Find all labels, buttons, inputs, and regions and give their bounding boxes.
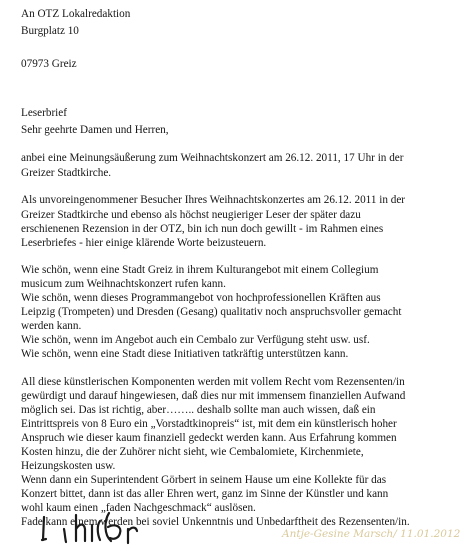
- paragraph-4-line: All diese künstlerischen Komponenten werden mit vollem Recht vom Rezensenten/in: [21, 376, 405, 388]
- paragraph-3-line: musicum zum Weihnachtskonzert rufen kann.: [21, 278, 226, 290]
- paragraph-2-line: Leserbriefes - hier einige klärende Worte beizusteuern.: [21, 237, 267, 249]
- paragraph-1-line: Greizer Stadtkirche.: [21, 167, 112, 179]
- paragraph-4-line: Heizungskosten usw.: [21, 460, 116, 472]
- paragraph-3-line: werden kann.: [21, 320, 82, 332]
- paragraph-4-line: Fade kann einem werden bei soviel Unkenntnis und Unbedarftheit des Rezensenten/in.: [21, 516, 410, 528]
- paragraph-3-line: Wie schön, wenn im Angebot auch ein Cembalo zur Verfügung steht usw. usf.: [21, 334, 370, 346]
- paragraph-1-line: anbei eine Meinungsäußerung zum Weihnachtskonzert am 26.12. 2011, 17 Uhr in der: [21, 152, 404, 164]
- paragraph-2-line: Als unvoreingenommener Besucher Ihres Weihnachtskonzertes am 26.12. 2011 in der: [21, 194, 406, 206]
- paragraph-4-line: wohl kaum einen „faden Nachgeschmack“ auslösen.: [21, 502, 256, 514]
- paragraph-2-line: Greizer Stadtkirche und ebenso als höchst neugieriger Leser der später dazu: [21, 209, 361, 221]
- watermark: Antje-Gesine Marsch/ 11.01.2012: [282, 528, 461, 540]
- handwritten-signature: [24, 507, 174, 547]
- paragraph-4-line: gewürdigt und darauf hingewiesen, daß dies nur mit immensem finanziellen Aufwand: [21, 390, 406, 402]
- paragraph-4-line: möglich sei. Das ist richtig, aber…….. deshalb sollte man auch wissen, daß ein: [21, 404, 376, 416]
- paragraph-4-line: Kosten hinzu, die der Zuhörer nicht sieht, wie Cembalomiete, Kirchenmiete,: [21, 446, 364, 458]
- paragraph-4-line: Wenn dann ein Superintendent Görbert in seinem Hause um eine Kollekte für das: [21, 474, 387, 486]
- paragraph-3-line: Wie schön, wenn eine Stadt diese Initiativen tatkräftig unterstützen kann.: [21, 348, 349, 360]
- salutation: Sehr geehrte Damen und Herren,: [21, 124, 169, 136]
- paragraph-2-line: erschienenen Rezension in der OTZ, bin ich nun doch gewillt - im Rahmen eines: [21, 223, 384, 235]
- paragraph-4-line: Konzert bittet, dann ist das aller Ehren wert, ganz im Sinne der Künstler und kann: [21, 488, 389, 500]
- recipient-line-1: An OTZ Lokalredaktion: [21, 8, 131, 20]
- paragraph-3-line: Wie schön, wenn dieses Programmangebot von hochprofessionellen Kräften aus: [21, 292, 381, 304]
- paragraph-4-line: Anspruch wie dieser kaum finanziell gedeckt werden kann. Aus Erfahrung kommen: [21, 432, 397, 444]
- recipient-line-3: 07973 Greiz: [21, 58, 77, 70]
- paragraph-4-line: Eintrittspreis von 8 Euro ein „Vorstadtkinopreis“ ist, mit dem ein künstlerisch hoher: [21, 418, 397, 430]
- paragraph-3-line: Leipzig (Trompeten) und Dresden (Gesang) qualitativ noch anspruchsvoller gemacht: [21, 306, 402, 318]
- recipient-line-2: Burgplatz 10: [21, 25, 79, 37]
- letter-heading: Leserbrief: [21, 107, 67, 119]
- paragraph-3-line: Wie schön, wenn eine Stadt Greiz in ihrem Kulturangebot mit einem Collegium: [21, 264, 379, 276]
